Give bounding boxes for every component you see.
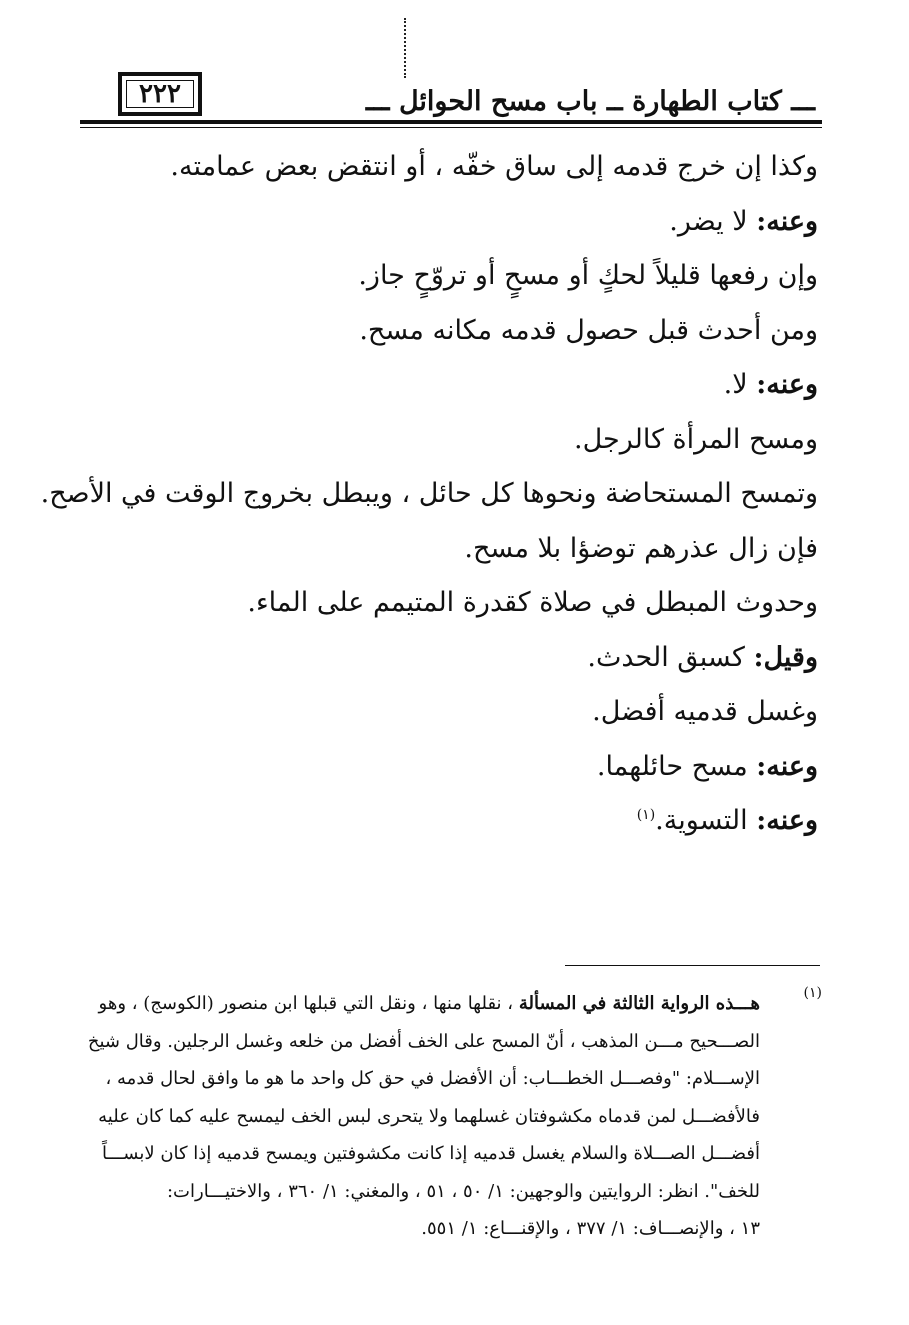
text-line [100, 631, 818, 686]
footnote-line-text: ، نقلها منها ، ونقل التي قبلها ابن منصور (الكوسج) ، وهو [98, 993, 514, 1014]
footnote-line: الصـــحيح مـــن المذهب ، أنّ المسح على الخف أفضل من خلعه وغسل الرجلين. وقال شيخ [87, 1030, 760, 1052]
line-text: مسح حائلهما. [596, 750, 748, 782]
line-label: وعنه: [756, 750, 818, 782]
text-line [100, 249, 818, 304]
line-text: لا. [723, 369, 748, 400]
footnote-reference[interactable]: (١) [636, 807, 656, 823]
line-label: وقيل: [753, 641, 818, 673]
line-text: وتمسح المستحاضة ونحوها كل حائل ، ويبطل بخروج الوقت في الأصح. [40, 478, 818, 509]
text-line [40, 467, 818, 522]
footnote-separator [565, 965, 820, 966]
line-text: كسبق الحدث. [587, 641, 745, 673]
text-line [100, 195, 818, 250]
running-title: ـــ كتاب الطهارة ــ باب مسح الحوائل ـــ [365, 86, 815, 117]
footnote-line: أفضـــل الصـــلاة والسلام يغسل قدميه إذا كانت مكشوفتين ويمسح قدميه إذا كان لابســـاً [101, 1143, 760, 1164]
line-text: وإن رفعها قليلاً لحكٍ أو مسحٍ أو تروّحٍ جاز. [358, 260, 818, 291]
line-text: فإن زال عذرهم توضؤا بلا مسح. [464, 532, 818, 564]
text-line [100, 740, 818, 795]
text-line [100, 413, 818, 468]
line-label: وعنه: [756, 369, 818, 400]
footnote-line: فالأفضـــل لمن قدماه مكشوفتان غسلهما ولا يتحرى لبس الخف ليمسح عليه كما كان عليه [98, 1105, 760, 1127]
line-text: وغسل قدميه أفضل. [592, 696, 818, 727]
text-line [100, 794, 818, 849]
text-line [100, 358, 818, 413]
page-number [118, 72, 202, 116]
text-line [100, 576, 818, 631]
text-line [100, 304, 818, 359]
header-rule-thin [80, 127, 822, 128]
line-text: ومن أحدث قبل حصول قدمه مكانه مسح. [359, 314, 818, 346]
header-rule [80, 120, 822, 124]
line-text: التسوية. [655, 805, 748, 836]
text-line [100, 685, 818, 740]
footnote-line: ١٣ ، والإنصـــاف: ١/ ٣٧٧ ، والإقنـــاع: ١/ ٥٥١. [421, 1218, 760, 1239]
line-label: وعنه: [756, 205, 818, 237]
text-line [100, 140, 818, 195]
line-label: وعنه: [756, 805, 818, 836]
footnote-marker: (١) [803, 985, 822, 1001]
text-line [100, 522, 818, 577]
page-header [0, 0, 909, 130]
footnote-line [80, 985, 760, 1023]
line-text: وحدوث المبطل في صلاة كقدرة المتيمم على الماء. [247, 587, 818, 618]
line-text: وكذا إن خرج قدمه إلى ساق خفّه ، أو انتقض بعض عمامته. [170, 151, 818, 182]
main-text [40, 140, 818, 849]
footnote-line: الإســـلام: "وفصـــل الخطـــاب: أن الأفضل في حق كل واحد ما هو ما وافق لحال قدمه ، [105, 1068, 760, 1089]
footnote-line: للخف". انظر: الروايتين والوجهين: ١/ ٥٠ ، ٥١ ، والمغني: ١/ ٣٦٠ ، والاختيـــارات: [166, 1180, 760, 1202]
footnote-lead: هـــذه الرواية الثالثة في المسألة [518, 993, 760, 1014]
footnote [80, 985, 760, 1248]
line-text: ومسح المرأة كالرجل. [574, 423, 818, 455]
line-text: لا يضر. [669, 205, 748, 237]
page-number-text: ٢٢٢ [139, 79, 181, 109]
